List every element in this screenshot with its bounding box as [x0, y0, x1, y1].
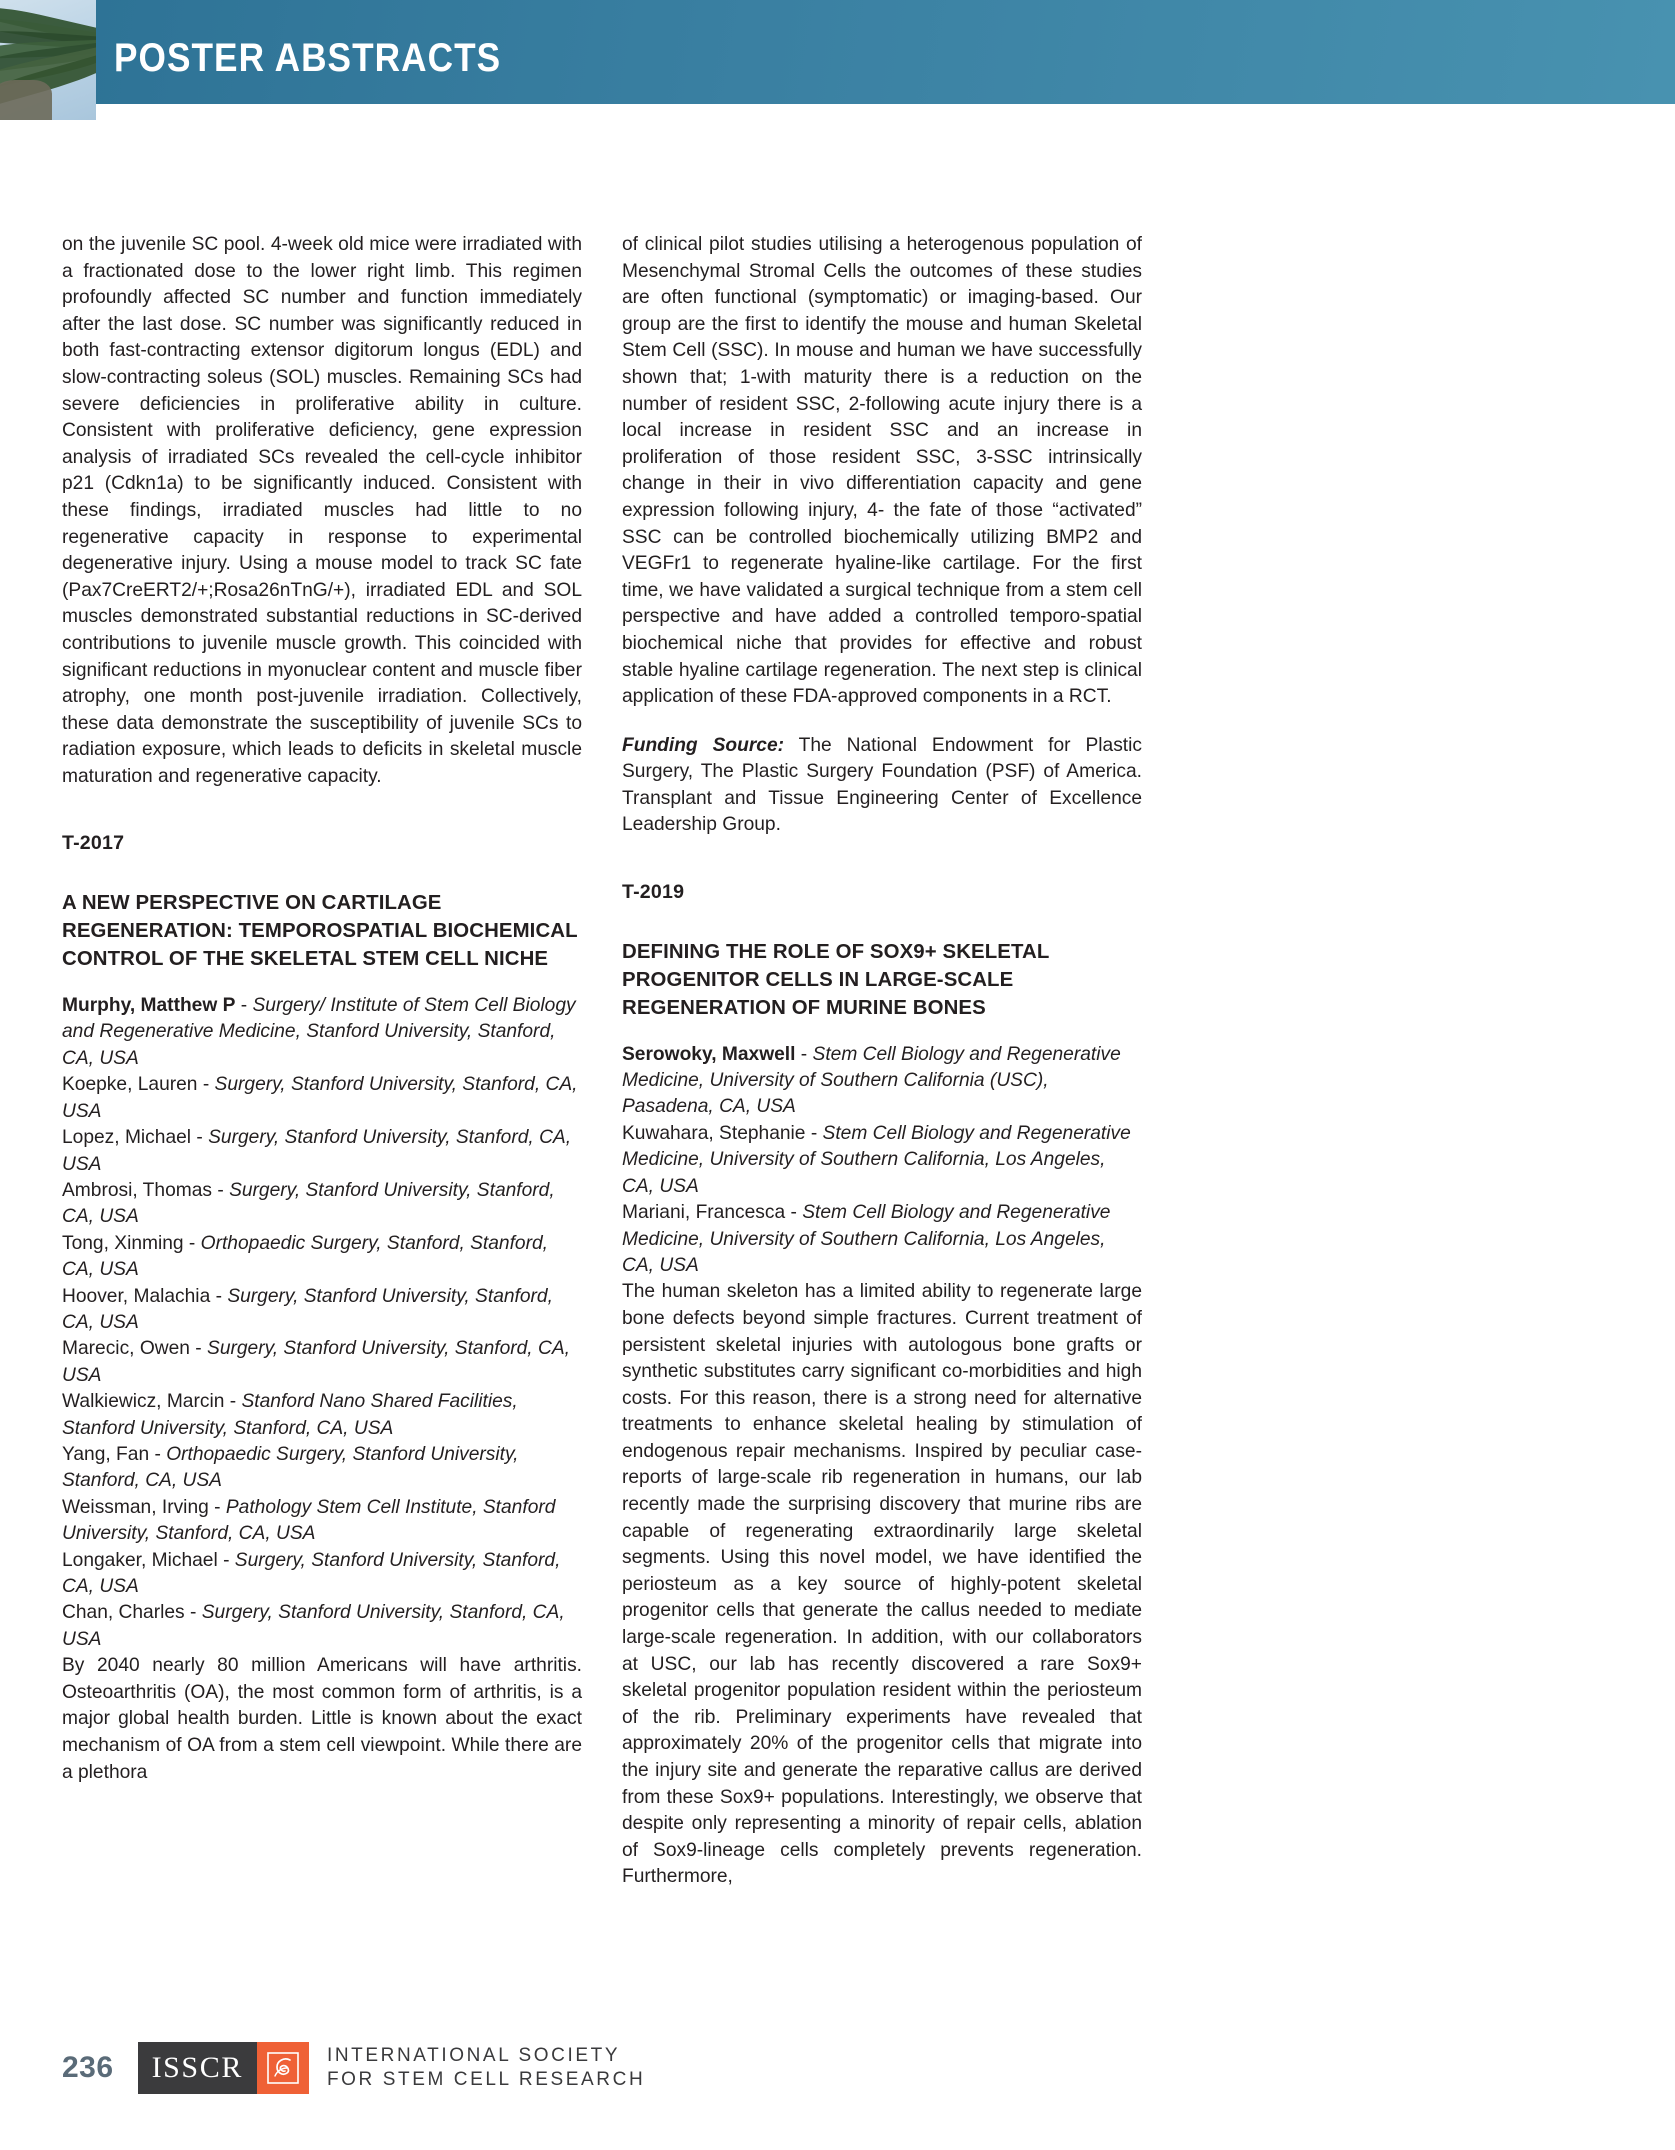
funding-source-label: Funding Source: [622, 734, 785, 756]
author-affiliation: Orthopaedic Surgery, Stanford University, Stanford, CA, USA [62, 1443, 519, 1492]
abstract-id-t2019: T-2019 [622, 881, 685, 904]
author-affiliation: Surgery, Stanford University, Stanford, CA, USA [62, 1549, 561, 1597]
isscr-society-name-line1: INTERNATIONAL SOCIETY [326, 2045, 621, 2066]
author-entry [62, 1442, 582, 1495]
author-separator: - [149, 1443, 167, 1465]
author-affiliation: Surgery/ Institute of Stem Cell Biology and Regenerative Medicine, Stanford University, Stanford, CA, USA [62, 995, 576, 1069]
left-column [62, 232, 582, 1992]
isscr-society-name [327, 2042, 645, 2094]
continued-paragraph: of clinical pilot studies utilising a heterogenous population of Mesenchymal Stromal Cells the outcomes of these studies are often functional (symptomatic) or imaging-based. Our group are the first to identify the mouse and human Skeletal Stem Cell (SSC). In mouse and human we have successfully shown that; 1-with maturity there is a reduction on the number of resident SSC, 2-following acute injury there is a local increase in resident SSC and an increase in proliferation of those resident SSC, 3-SSC intrinsically change in their in vivo differentiation capacity and gene expression following injury, 4- the fate of those “activated” SSC can be controlled biochemically utilizing BMP2 and VEGFr1 to regenerate hyaline-like cartilage. For the first time, we have validated a surgical technique from a stem cell perspective and have added a controlled temporo-spatial biochemical niche that provides for effective and robust stable hyaline cartilage regeneration. The next step is clinical application of these FDA-approved components in a RCT. [622, 234, 1142, 708]
author-separator: - [785, 1202, 803, 1224]
author-name: Ambrosi, Thomas [62, 1179, 212, 1201]
author-list-t2019 [622, 1042, 1142, 1280]
author-name: Weissman, Irving [62, 1496, 209, 1518]
isscr-logo [138, 2042, 646, 2094]
author-entry [62, 1231, 582, 1284]
author-affiliation: Pathology Stem Cell Institute, Stanford University, Stanford, CA, USA [62, 1496, 556, 1545]
author-separator: - [183, 1232, 201, 1254]
author-separator: - [197, 1074, 215, 1096]
author-name: Tong, Xinming [62, 1232, 184, 1254]
author-affiliation: Surgery, Stanford University, Stanford, CA, USA [62, 1285, 553, 1333]
author-entry [622, 1121, 1142, 1200]
abstract-id-t2017: T-2017 [62, 832, 125, 855]
author-name: Murphy, Matthew P [62, 995, 236, 1017]
author-name: Longaker, Michael [62, 1549, 218, 1571]
isscr-spiral-icon [257, 2042, 309, 2094]
isscr-wordmark: ISSCR [138, 2042, 257, 2094]
author-entry [62, 1600, 582, 1653]
author-entry [62, 993, 582, 1072]
author-list-t2017 [62, 993, 582, 1653]
author-name: Yang, Fan [62, 1443, 150, 1465]
page-number: 236 [62, 2051, 114, 2084]
author-separator: - [217, 1549, 235, 1571]
author-name: Lopez, Michael [62, 1127, 192, 1149]
author-entry [62, 1495, 582, 1548]
abstract-body-t2019: The human skeleton has a limited ability to regenerate large bone defects beyond simple fractures. Current treatment of persistent skeletal injuries with autologous bone grafts or synthetic substitutes carry significant co-morbidities and high costs. For this reason, there is a strong need for alternative treatments to enhance skeletal healing by stimulation of endogenous repair mechanisms. Inspired by peculiar case-reports of large-scale rib regeneration in humans, our lab recently made the surprising discovery that murine ribs are capable of regenerating extraordinarily large skeletal segments. Using this novel model, we have identified the periosteum as a key source of highly-potent skeletal progenitor cells that generate the callus needed to mediate large-scale regeneration. In addition, with our collaborators at USC, our lab has recently discovered a rare Sox9+ skeletal progenitor population resident within the periosteum of the rib. Preliminary experiments have revealed that approximately 20% of the progenitor cells that migrate into the injury site and generate the reparative callus are derived from these Sox9+ populations. Interestingly, we observe that despite only representing a minority of repair cells, ablation of Sox9-lineage cells completely prevents regeneration. Furthermore, [622, 1281, 1142, 1888]
author-separator: - [208, 1496, 226, 1518]
funding-source [622, 733, 1142, 839]
abstract-title-t2019: DEFINING THE ROLE OF SOX9+ SKELETAL PROGENITOR CELLS IN LARGE-SCALE REGENERATION OF MURINE BONES [622, 940, 1050, 1019]
author-separator: - [189, 1338, 208, 1360]
author-affiliation: Surgery, Stanford University, Stanford, CA, USA [62, 1179, 555, 1228]
author-separator: - [805, 1122, 823, 1144]
author-affiliation: Stem Cell Biology and Regenerative Medicine, University of Southern California, Los Angeles, CA, USA [622, 1202, 1111, 1276]
author-entry [62, 1548, 582, 1601]
author-affiliation: Surgery, Stanford University, Stanford, CA, USA [62, 1074, 578, 1122]
author-affiliation: Surgery, Stanford University, Stanford, CA, USA [62, 1602, 565, 1650]
author-separator: - [210, 1285, 228, 1307]
author-separator: - [224, 1391, 242, 1413]
palm-trunk [0, 80, 52, 120]
author-entry [62, 1072, 582, 1125]
abstract-body-t2017: By 2040 nearly 80 million Americans will have arthritis. Osteoarthritis (OA), the most common form of arthritis, is a major global health burden. Little is known about the exact mechanism of OA from a stem cell viewpoint. While there are a plethora [62, 1655, 582, 1783]
author-separator: - [212, 1179, 230, 1201]
author-separator: - [184, 1602, 202, 1624]
author-affiliation: Surgery, Stanford University, Stanford, CA, USA [62, 1338, 570, 1386]
author-name: Mariani, Francesca [622, 1202, 786, 1224]
author-name: Hoover, Malachia [62, 1285, 211, 1307]
author-name: Chan, Charles [62, 1602, 185, 1624]
author-separator: - [191, 1127, 209, 1149]
author-name: Marecic, Owen [62, 1338, 190, 1360]
author-affiliation: Surgery, Stanford University, Stanford, CA, USA [62, 1127, 572, 1175]
author-entry [62, 1125, 582, 1178]
funding-source-text: The National Endowment for Plastic Surgery, The Plastic Surgery Foundation (PSF) of America. Transplant and Tissue Engineering Center of Excellence Leadership Group. [622, 734, 1142, 836]
right-column [622, 232, 1142, 1992]
palm-tree-photo [0, 0, 96, 120]
author-entry [62, 1336, 582, 1389]
author-affiliation: Stem Cell Biology and Regenerative Medicine, University of Southern California (USC), Pasadena, CA, USA [622, 1043, 1121, 1118]
author-affiliation: Stanford Nano Shared Facilities, Stanford University, Stanford, CA, USA [62, 1391, 518, 1439]
isscr-logo-mark [138, 2042, 309, 2094]
author-name: Walkiewicz, Marcin [62, 1391, 225, 1413]
author-entry [622, 1042, 1142, 1121]
author-name: Koepke, Lauren [62, 1074, 198, 1096]
author-entry [622, 1200, 1142, 1279]
author-entry [62, 1284, 582, 1337]
author-name: Kuwahara, Stephanie [622, 1122, 806, 1144]
author-entry [62, 1178, 582, 1231]
author-affiliation: Stem Cell Biology and Regenerative Medicine, University of Southern California, Los Angeles, CA, USA [622, 1122, 1131, 1197]
isscr-society-name-line2: FOR STEM CELL RESEARCH [326, 2069, 646, 2090]
author-affiliation: Orthopaedic Surgery, Stanford, Stanford, CA, USA [62, 1232, 548, 1281]
author-separator: - [795, 1043, 813, 1065]
author-name: Serowoky, Maxwell [622, 1043, 796, 1065]
author-separator: - [235, 995, 253, 1017]
page-footer [62, 2042, 645, 2094]
author-entry [62, 1389, 582, 1442]
page-content [62, 232, 1613, 1992]
abstract-title-t2017: A NEW PERSPECTIVE ON CARTILAGE REGENERATION: TEMPOROSPATIAL BIOCHEMICAL CONTROL OF THE SKELETAL STEM CELL NICHE [62, 892, 578, 971]
page-title: POSTER ABSTRACTS [114, 36, 502, 80]
continued-paragraph: on the juvenile SC pool. 4-week old mice were irradiated with a fractionated dose to the lower right limb. This regimen profoundly affected SC number and function immediately after the last dose. SC number was significantly reduced in both fast-contracting extensor digitorum longus (EDL) and slow-contracting soleus (SOL) muscles. Remaining SCs had severe deficiencies in proliferative ability in culture. Consistent with proliferative deficiency, gene expression analysis of irradiated SCs revealed the cell-cycle inhibitor p21 (Cdkn1a) to be significantly induced. Consistent with these findings, irradiated muscles had little to no regenerative capacity in response to experimental degenerative injury. Using a mouse model to track SC fate (Pax7CreERT2/+;Rosa26nTnG/+), irradiated EDL and SOL muscles demonstrated substantial reductions in SC-derived contributions to juvenile muscle growth. This coincided with significant reductions in myonuclear content and muscle fiber atrophy, one month post-juvenile irradiation. Collectively, these data demonstrate the susceptibility of juvenile SCs to radiation exposure, which leads to deficits in skeletal muscle maturation and regenerative capacity. [62, 234, 582, 787]
page-header-banner [0, 0, 1675, 104]
